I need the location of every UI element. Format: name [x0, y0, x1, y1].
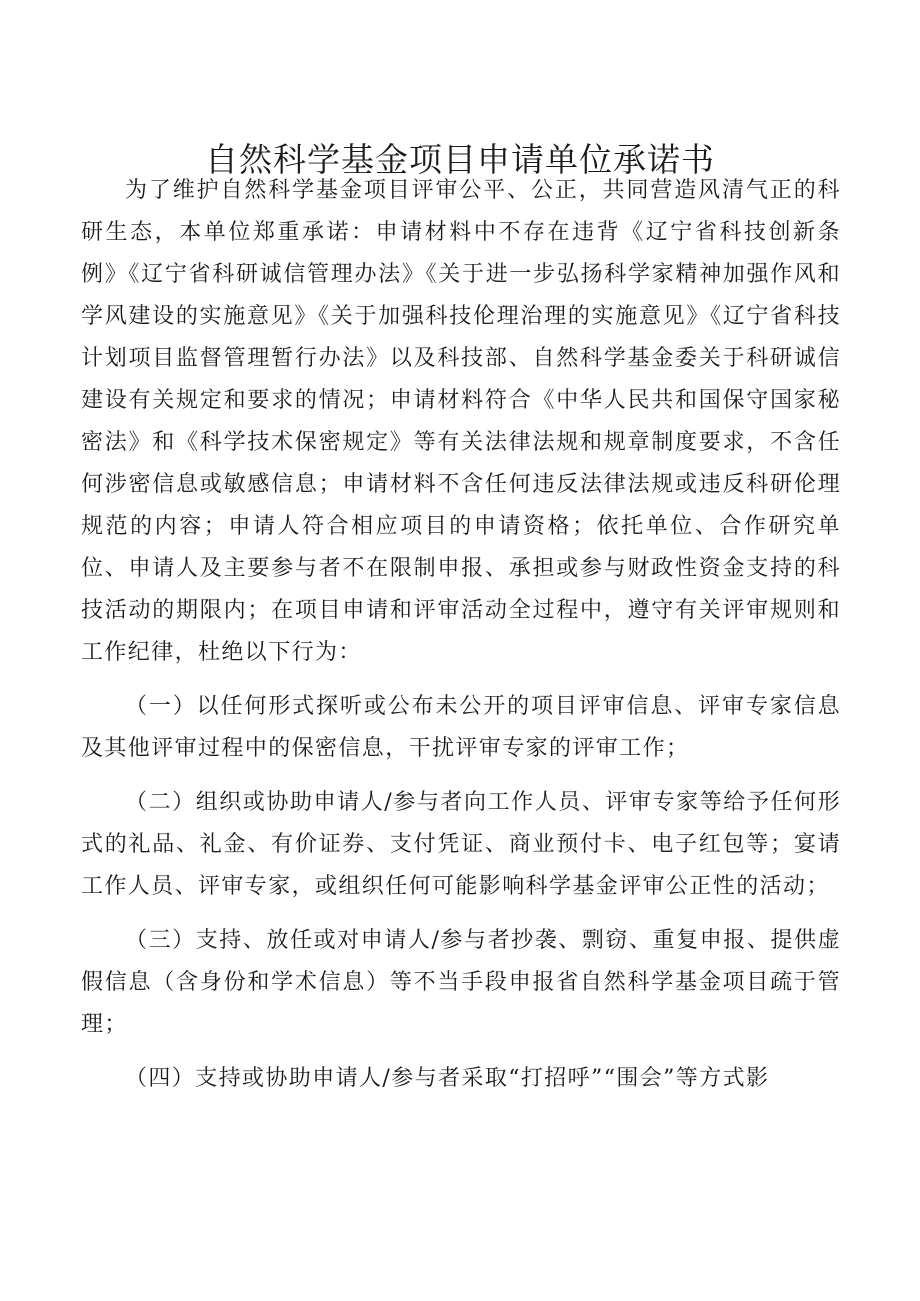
commitment-item-3: （三）支持、放任或对申请人/参与者抄袭、剽窃、重复申报、提供虚假信息（含身份和学术信息）等不当手段申报省自然科学基金项目疏于管理；	[81, 928, 841, 1037]
document-title: 自然科学基金项目申请单位承诺书	[205, 140, 715, 180]
commitment-item-1: （一）以任何形式探听或公布未公开的项目评审信息、评审专家信息及其他评审过程中的保密信息，干扰评审专家的评审工作；	[81, 694, 841, 761]
commitment-item-2: （二）组织或协助申请人/参与者向工作人员、评审专家等给予任何形式的礼品、礼金、有价证券、支付凭证、商业预付卡、电子红包等；宴请工作人员、评审专家，或组织任何可能影响科学基金评审公正性的活动；	[81, 790, 841, 899]
document-body	[81, 170, 841, 1100]
intro-paragraph: 为了维护自然科学基金项目评审公平、公正，共同营造风清气正的科研生态，本单位郑重承诺：申请材料中不存在违背《辽宁省科技创新条例》《辽宁省科研诚信管理办法》《关于进一步弘扬科学家精神加强作风和学风建设的实施意见》《关于加强科技伦理治理的实施意见》《辽宁省科技计划项目监督管理暂行办法》以及科技部、自然科学基金委关于科研诚信建设有关规定和要求的情况；申请材料符合《中华人民共和国保守国家秘密法》和《科学技术保密规定》等有关法律法规和规章制度要求，不含任何涉密信息或敏感信息；申请材料不含任何违反法律法规或违反科研伦理规范的内容；申请人符合相应项目的申请资格；依托单位、合作研究单位、申请人及主要参与者不在限制申报、承担或参与财政性资金支持的科技活动的期限内；在项目申请和评审活动全过程中，遵守有关评审规则和工作纪律，杜绝以下行为：	[81, 178, 841, 665]
commitment-item-4: （四）支持或协助申请人/参与者采取“打招呼”“围会”等方式影	[125, 1066, 770, 1091]
